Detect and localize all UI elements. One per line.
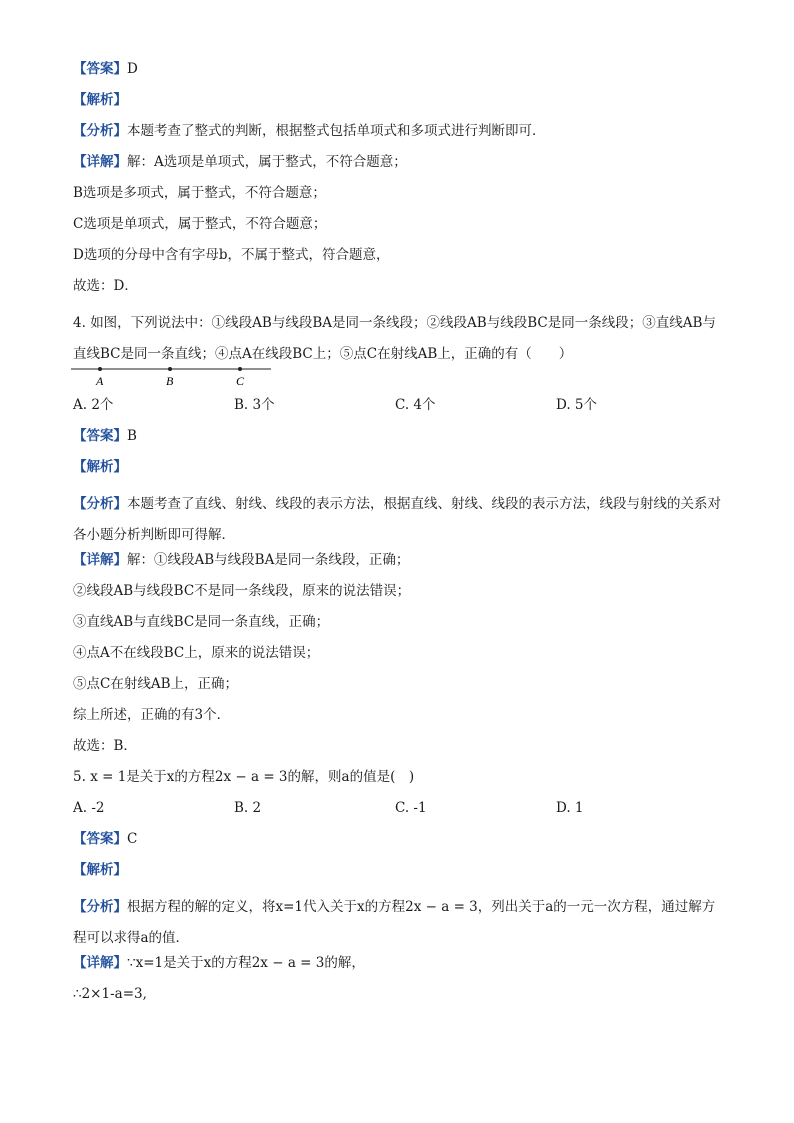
point-c-dot xyxy=(238,367,242,371)
q5-answer: C xyxy=(127,831,138,847)
line-figure xyxy=(71,362,281,388)
q4-detail-line-4: ⑤点C在射线AB上，正确； xyxy=(73,676,238,692)
q5-fenxi-line xyxy=(73,892,723,954)
analysis-tag: 【解析】 xyxy=(73,92,127,108)
q5-number: 5. xyxy=(73,769,86,785)
q5-stem xyxy=(73,768,723,799)
point-a-label: A xyxy=(96,374,104,388)
q4-fenxi-line xyxy=(73,489,723,551)
q4-option-d: D. 5个 xyxy=(556,397,598,413)
q3-analysis-heading xyxy=(73,91,723,122)
fenxi-tag: 【分析】 xyxy=(73,899,127,915)
q5-detail-line-1: ∴2×1-a=3, xyxy=(73,986,147,1002)
document-page xyxy=(73,60,723,1016)
q3-detail-text: 解：A选项是单项式，属于整式，不符合题意； xyxy=(127,154,407,170)
q4-option-b: B. 3个 xyxy=(234,397,275,413)
q5-fenxi-text: 根据方程的解的定义，将x=1代入关于x的方程2x − a = 3，列出关于a的一元一次方程，通过解方程可以求得a的值． xyxy=(73,899,716,946)
q5-answer-line xyxy=(73,830,723,861)
q4-answer: B xyxy=(127,428,137,444)
q3-fenxi-text: 本题考查了整式的判断，根据整式包括单项式和多项式进行判断即可． xyxy=(127,123,546,139)
q4-fenxi-text: 本题考查了直线、射线、线段的表示方法，根据直线、射线、线段的表示方法，线段与射线的关系对各小题分析判断即可得解． xyxy=(73,496,721,543)
xiangjie-tag: 【详解】 xyxy=(73,552,127,568)
q4-detail-line-5: 综上所述，正确的有3个． xyxy=(73,707,231,723)
q3-detail-line-3: D选项的分母中含有字母b，不属于整式，符合题意， xyxy=(73,247,390,263)
point-a-dot xyxy=(98,367,102,371)
point-c-label: C xyxy=(236,374,245,388)
q4-detail-line-2: ③直线AB与直线BC是同一条直线，正确； xyxy=(73,614,330,630)
q4-option-a: A. 2个 xyxy=(73,397,114,413)
q4-analysis-heading xyxy=(73,458,723,489)
q5-option-b: B. 2 xyxy=(234,800,262,816)
q5-stem-text: x = 1是关于x的方程2x − a = 3的解，则a的值是( ) xyxy=(90,769,415,785)
q5-option-a: A. -2 xyxy=(73,800,105,816)
q3-detail-line-0 xyxy=(73,153,723,184)
q5-analysis-heading xyxy=(73,861,723,892)
fenxi-tag: 【分析】 xyxy=(73,123,127,139)
q5-detail-line-0 xyxy=(73,954,723,985)
q3-detail-line-2: C选项是单项式，属于整式，不符合题意； xyxy=(73,216,327,232)
q4-detail-line-6: 故选：B． xyxy=(73,738,137,754)
xiangjie-tag: 【详解】 xyxy=(73,955,127,971)
q4-option-c: C. 4个 xyxy=(395,397,436,413)
q5-detail-text: ∵x=1是关于x的方程2x − a = 3的解， xyxy=(127,955,365,971)
answer-tag: 【答案】 xyxy=(73,831,127,847)
q3-detail-line-1: B选项是多项式，属于整式，不符合题意； xyxy=(73,185,326,201)
q5-option-d: D. 1 xyxy=(556,800,584,816)
q4-figure xyxy=(73,362,723,388)
point-b-dot xyxy=(168,367,172,371)
q4-detail-line-3: ④点A不在线段BC上，原来的说法错误； xyxy=(73,645,320,661)
q4-number: 4. xyxy=(73,315,86,331)
q3-answer: D xyxy=(127,61,138,77)
xiangjie-tag: 【详解】 xyxy=(73,154,127,170)
q4-stem xyxy=(73,308,723,370)
answer-tag: 【答案】 xyxy=(73,61,127,77)
fenxi-tag: 【分析】 xyxy=(73,496,127,512)
analysis-tag: 【解析】 xyxy=(73,862,127,878)
point-b-label: B xyxy=(166,374,174,388)
q3-fenxi-line xyxy=(73,122,723,153)
q4-detail-line-1: ②线段AB与线段BC不是同一条线段，原来的说法错误； xyxy=(73,583,411,599)
q5-option-c: C. -1 xyxy=(395,800,427,816)
q4-detail-line-0 xyxy=(73,551,723,582)
q4-answer-line xyxy=(73,427,723,458)
q3-answer-line xyxy=(73,60,723,91)
q4-stem-text: 如图，下列说法中：①线段AB与线段BA是同一条线段；②线段AB与线段BC是同一条线段；③直线AB与直线BC是同一条直线；④点A在线段BC上；⑤点C在射线AB上，正确的有（ ） xyxy=(73,315,716,362)
answer-tag: 【答案】 xyxy=(73,428,127,444)
q4-detail-text: 解：①线段AB与线段BA是同一条线段，正确； xyxy=(127,552,410,568)
q4-options xyxy=(73,396,723,427)
q3-detail-line-4: 故选：D． xyxy=(73,278,138,294)
q5-options xyxy=(73,799,723,830)
analysis-tag: 【解析】 xyxy=(73,459,127,475)
